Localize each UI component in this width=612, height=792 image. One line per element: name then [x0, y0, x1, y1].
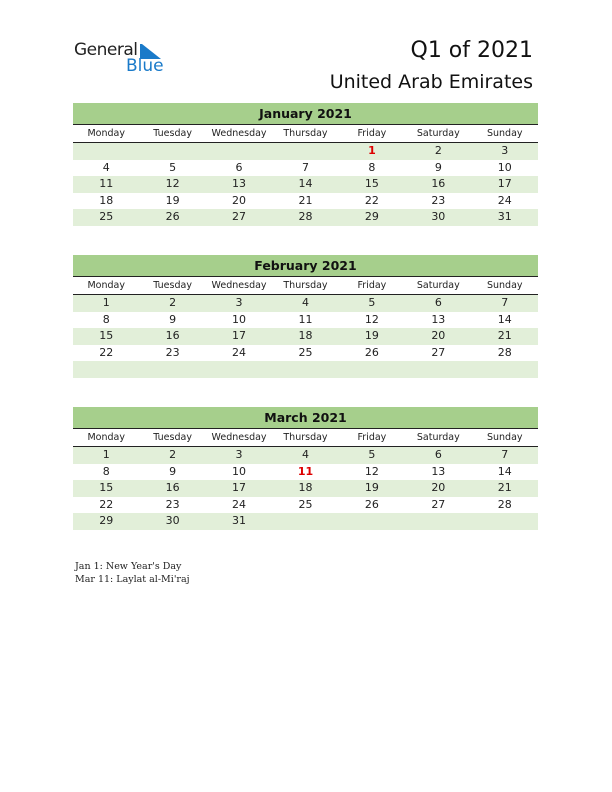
day-cell: 27: [431, 345, 446, 359]
day-cell: 10: [232, 464, 247, 478]
day-cell: 14: [497, 464, 512, 478]
day-cell: 22: [99, 345, 114, 359]
day-cell: 16: [165, 481, 180, 495]
month-calendar: [73, 407, 538, 530]
day-cell: 2: [169, 448, 177, 461]
day-cell: 26: [364, 345, 379, 359]
day-cell: [272, 143, 338, 160]
weekday-label: Sunday: [486, 432, 523, 443]
weekday-label: Wednesday: [211, 128, 267, 139]
day-cell: 13: [431, 464, 446, 478]
weekday-label: Sunday: [486, 128, 523, 139]
day-cell: [405, 361, 471, 378]
weekday-label: Saturday: [416, 280, 460, 291]
day-cell: 11: [298, 312, 313, 326]
week-row: [73, 513, 538, 530]
day-cell: 31: [232, 514, 247, 528]
day-cell: 1: [102, 296, 110, 309]
day-cell: 6: [235, 160, 243, 174]
day-cell: 1: [102, 448, 110, 461]
day-cell: 13: [232, 177, 247, 191]
day-cell: [339, 513, 405, 530]
day-cell: 11: [99, 177, 114, 191]
day-cell: 7: [301, 160, 309, 174]
weekday-label: Monday: [87, 280, 125, 291]
day-cell: 25: [298, 497, 313, 511]
day-cell: 3: [501, 144, 509, 157]
day-cell: [73, 361, 139, 378]
day-cell: [139, 143, 205, 160]
week-row: [73, 497, 538, 514]
holiday-notes: [75, 560, 190, 586]
day-cell: 20: [431, 481, 446, 495]
day-cell: 9: [169, 464, 177, 478]
week-row: [73, 176, 538, 193]
day-cell: 10: [497, 160, 512, 174]
day-cell: 25: [99, 210, 114, 224]
day-cell: [472, 361, 538, 378]
day-cell: 8: [102, 464, 110, 478]
day-cell: [206, 361, 272, 378]
weekday-label: Thursday: [283, 280, 328, 291]
day-cell: [139, 361, 205, 378]
day-cell: 24: [497, 193, 512, 207]
day-cell: 7: [501, 296, 509, 309]
weekday-label: Saturday: [416, 432, 460, 443]
day-cell: 3: [235, 448, 243, 461]
holiday-note: Jan 1: New Year's Day: [75, 561, 182, 572]
day-cell: 27: [232, 210, 247, 224]
weekday-label: Wednesday: [211, 280, 267, 291]
day-cell: [472, 513, 538, 530]
day-cell: 16: [431, 177, 446, 191]
day-cell: 15: [99, 481, 114, 495]
day-cell: 9: [169, 312, 177, 326]
week-row: [73, 193, 538, 210]
day-cell: 8: [368, 160, 376, 174]
day-cell: 3: [235, 296, 243, 309]
day-cell: 5: [368, 296, 376, 309]
day-cell: 26: [165, 210, 180, 224]
day-cell: 31: [497, 210, 512, 224]
month-title: January 2021: [73, 103, 538, 124]
day-cell: [339, 361, 405, 378]
holiday-day-cell: 11: [297, 464, 314, 478]
day-cell: 8: [102, 312, 110, 326]
day-cell: 20: [431, 329, 446, 343]
day-cell: 6: [434, 296, 442, 309]
day-cell: 25: [298, 345, 313, 359]
weekday-label: Wednesday: [211, 432, 267, 443]
weekday-label: Tuesday: [153, 432, 192, 443]
month-calendar: [73, 255, 538, 378]
day-cell: 21: [497, 329, 512, 343]
day-cell: 9: [434, 160, 442, 174]
day-cell: 6: [434, 448, 442, 461]
weekday-label: Saturday: [416, 128, 460, 139]
day-cell: 27: [431, 497, 446, 511]
weekday-header: [73, 124, 538, 143]
day-cell: 17: [232, 481, 247, 495]
weekday-label: Thursday: [283, 432, 328, 443]
day-cell: 7: [501, 448, 509, 461]
weekday-label: Friday: [357, 128, 387, 139]
day-cell: 23: [165, 345, 180, 359]
day-cell: 4: [301, 448, 309, 461]
day-cell: 28: [497, 345, 512, 359]
day-cell: 12: [364, 464, 379, 478]
day-cell: 28: [497, 497, 512, 511]
day-cell: 18: [298, 481, 313, 495]
day-cell: 2: [434, 144, 442, 157]
weekday-label: Friday: [357, 280, 387, 291]
day-cell: 12: [165, 177, 180, 191]
week-row: [73, 312, 538, 329]
week-row: [73, 209, 538, 226]
day-cell: 26: [364, 497, 379, 511]
weekday-label: Tuesday: [153, 280, 192, 291]
day-cell: 21: [298, 193, 313, 207]
day-cell: 21: [497, 481, 512, 495]
week-row: [73, 328, 538, 345]
day-cell: 4: [102, 160, 110, 174]
day-cell: 15: [364, 177, 379, 191]
day-cell: 13: [431, 312, 446, 326]
day-cell: [206, 143, 272, 160]
day-cell: 30: [165, 514, 180, 528]
day-cell: 2: [169, 296, 177, 309]
holiday-note: Mar 11: Laylat al-Mi'raj: [75, 574, 190, 585]
week-row: [73, 160, 538, 177]
weekday-label: Sunday: [486, 280, 523, 291]
day-cell: 17: [232, 329, 247, 343]
day-cell: 18: [298, 329, 313, 343]
weekday-label: Monday: [87, 432, 125, 443]
week-row: [73, 480, 538, 497]
day-cell: [272, 513, 338, 530]
day-cell: [405, 513, 471, 530]
day-cell: 19: [165, 193, 180, 207]
day-cell: [272, 361, 338, 378]
day-cell: 10: [232, 312, 247, 326]
week-row: [73, 361, 538, 378]
page-title: Q1 of 2021: [410, 38, 533, 63]
weekday-label: Tuesday: [153, 128, 192, 139]
day-cell: 5: [368, 448, 376, 461]
weekday-label: Thursday: [283, 128, 328, 139]
weekday-label: Monday: [87, 128, 125, 139]
month-title: February 2021: [73, 255, 538, 276]
day-cell: 14: [298, 177, 313, 191]
day-cell: 5: [169, 160, 177, 174]
holiday-day-cell: 1: [368, 144, 376, 157]
day-cell: 20: [232, 193, 247, 207]
day-cell: 29: [364, 210, 379, 224]
day-cell: 30: [431, 210, 446, 224]
day-cell: 12: [364, 312, 379, 326]
week-row: [73, 143, 538, 160]
day-cell: 24: [232, 497, 247, 511]
week-row: [73, 447, 538, 464]
week-row: [73, 464, 538, 481]
day-cell: 17: [497, 177, 512, 191]
weekday-label: Friday: [357, 432, 387, 443]
day-cell: 22: [99, 497, 114, 511]
week-row: [73, 295, 538, 312]
week-row: [73, 345, 538, 362]
country-name: United Arab Emirates: [329, 71, 533, 93]
day-cell: 23: [165, 497, 180, 511]
day-cell: 29: [99, 514, 114, 528]
day-cell: 4: [301, 296, 309, 309]
day-cell: 28: [298, 210, 313, 224]
day-cell: 14: [497, 312, 512, 326]
day-cell: [73, 143, 139, 160]
logo-blue: Blue: [126, 56, 164, 76]
day-cell: 24: [232, 345, 247, 359]
day-cell: 19: [364, 329, 379, 343]
weekday-header: [73, 276, 538, 295]
day-cell: 19: [364, 481, 379, 495]
weekday-header: [73, 428, 538, 447]
day-cell: 16: [165, 329, 180, 343]
day-cell: 22: [364, 193, 379, 207]
day-cell: 15: [99, 329, 114, 343]
day-cell: 23: [431, 193, 446, 207]
month-calendar: [73, 103, 538, 226]
month-title: March 2021: [73, 407, 538, 428]
day-cell: 18: [99, 193, 114, 207]
logo-general: General: [74, 40, 138, 60]
